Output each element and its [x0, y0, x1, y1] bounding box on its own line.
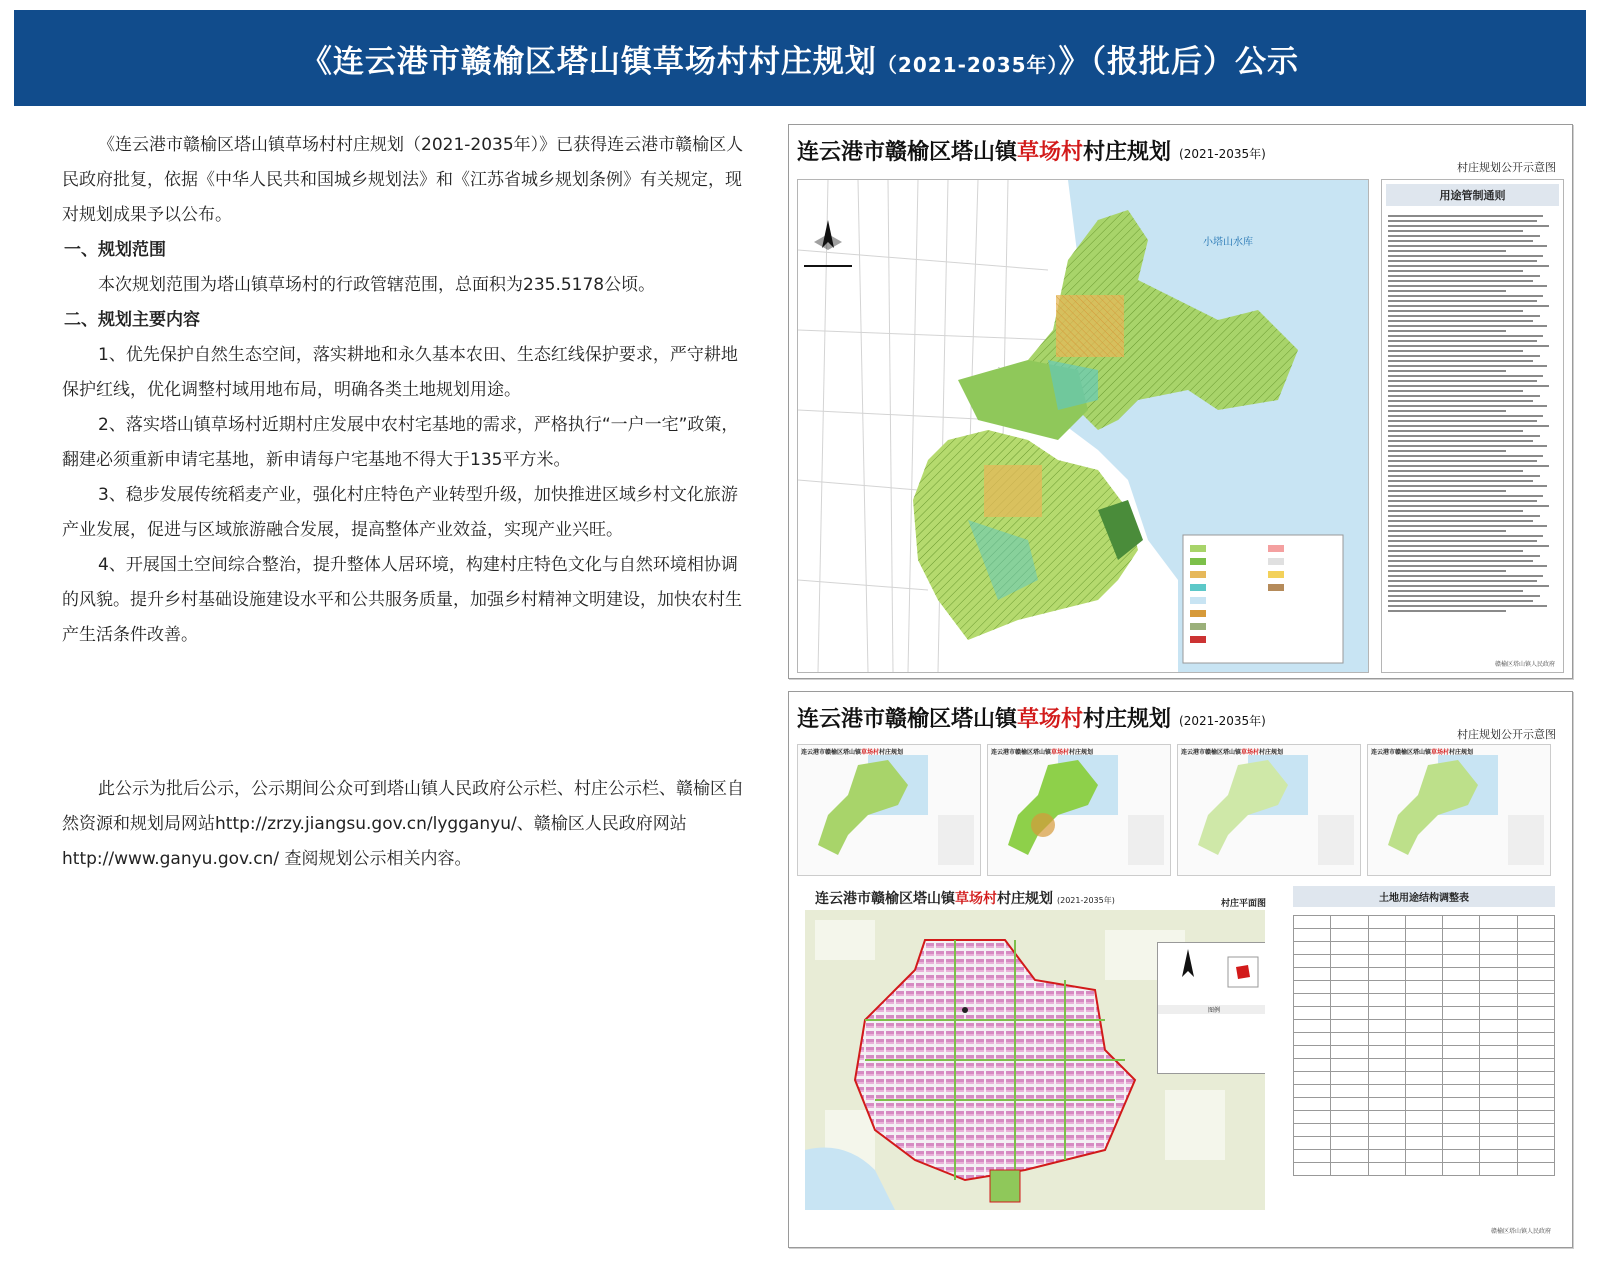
thumbnail-4-map [1368, 745, 1550, 875]
thumbnail-3[interactable]: 连云港市赣榆区塔山镇草场村村庄规划 [1177, 744, 1361, 876]
section-scope-text: 本次规划范围为塔山镇草场村的行政管辖范围，总面积为235.5178公顷。 [98, 275, 656, 295]
thumbnail-1-map [798, 745, 980, 875]
notice-intro: 《连云港市赣榆区塔山镇草场村村庄规划（2021-2035年）》已获得连云港市赣榆区人民政府批复，依据《中华人民共和国城乡规划法》和《江苏省城乡规划条例》有关规定，现对规划成果予以公布。 [62, 135, 744, 225]
thumbnail-3-map [1178, 745, 1360, 875]
land-use-table-grid [1293, 915, 1555, 1176]
plan-legend [1157, 942, 1265, 1074]
content-item-4: 4、开展国土空间综合整治，提升整体人居环境，构建村庄特色文化与自然环境相协调的风貌。提升乡村基础设施建设水平和公共服务质量，加强乡村精神文明建设，加快农村生产生活条件改善。 [62, 555, 742, 645]
village-plan-sheet [797, 884, 1565, 1239]
thumbnail-2-map [988, 745, 1170, 875]
title-banner [14, 10, 1586, 106]
content-item-3: 3、稳步发展传统稻麦产业，强化村庄特色产业转型升级，加快推进区域乡村文化旅游产业发展，促进与区域旅游融合发展，提高整体产业效益，实现产业兴旺。 [62, 485, 738, 540]
page-title: 《连云港市赣榆区塔山镇草场村村庄规划（2021-2035年）》（报批后）公示 [300, 43, 1300, 80]
rules-footer: 赣榆区塔山镇人民政府 [1494, 661, 1555, 668]
village-site-plan [805, 910, 1265, 1210]
land-use-table [1293, 886, 1555, 1186]
plan-poster-2[interactable] [788, 691, 1573, 1248]
notice-body [62, 128, 752, 653]
poster2-subtitle: 村庄规划公开示意图 [1457, 728, 1556, 741]
section-heading-scope: 一、规划范围 [64, 240, 166, 260]
rules-text-block [1382, 210, 1563, 617]
plan-legend-title: 图例 [1158, 1005, 1265, 1014]
thumbnail-4[interactable]: 连云港市赣榆区塔山镇草场村村庄规划 [1367, 744, 1551, 876]
poster2-title: 连云港市赣榆区塔山镇草场村村庄规划 (2021-2035年) [797, 707, 1266, 732]
plan-sheet-title: 连云港市赣榆区塔山镇草场村村庄规划 (2021-2035年) [815, 891, 1115, 907]
content-item-2: 2、落实塔山镇草场村近期村庄发展中农村宅基地的需求，严格执行“一户一宅”政策，翻建必须重新申请宅基地，新申请每户宅基地不得大于135平方米。 [62, 415, 739, 470]
plan-sheet-footer: 赣榆区塔山镇人民政府 [1490, 1228, 1551, 1235]
poster1-subtitle: 村庄规划公开示意图 [1457, 161, 1556, 174]
plan-north-arrow-icon [1158, 943, 1265, 1001]
content-item-1: 1、优先保护自然生态空间，落实耕地和永久基本农田、生态红线保护要求，严守耕地保护红线，优化调整村域用地布局，明确各类土地规划用途。 [62, 345, 738, 400]
village-land-use-map [797, 179, 1369, 673]
closing-text: 此公示为批后公示，公示期间公众可到塔山镇人民政府公示栏、村庄公示栏、赣榆区自然资源和规划局网站http://zrzy.jiangsu.gov.cn/lygganyu/、赣榆区人民政府网站http://www.ganyu.gov.cn/ 查阅规划公示相关内容。 [62, 779, 744, 869]
thumbnail-2[interactable]: 连云港市赣榆区塔山镇草场村村庄规划 [987, 744, 1171, 876]
notice-closing [62, 772, 752, 877]
plan-sheet-subtitle: 村庄平面图 [1221, 899, 1267, 909]
land-use-map-svg [798, 180, 1368, 672]
rules-title: 用途管制通则 [1386, 184, 1559, 206]
section-heading-content: 二、规划主要内容 [64, 310, 200, 330]
svg-text:小塔山水库: 小塔山水库 [1203, 237, 1253, 248]
thumbnail-strip [797, 744, 1565, 874]
use-control-rules [1381, 179, 1564, 673]
land-use-table-title: 土地用途结构调整表 [1293, 886, 1555, 907]
thumbnail-1[interactable]: 连云港市赣榆区塔山镇草场村村庄规划 [797, 744, 981, 876]
poster1-title: 连云港市赣榆区塔山镇草场村村庄规划 (2021-2035年) [797, 140, 1266, 165]
plan-poster-1[interactable] [788, 124, 1573, 679]
svg-text:·: · [998, 365, 1000, 372]
